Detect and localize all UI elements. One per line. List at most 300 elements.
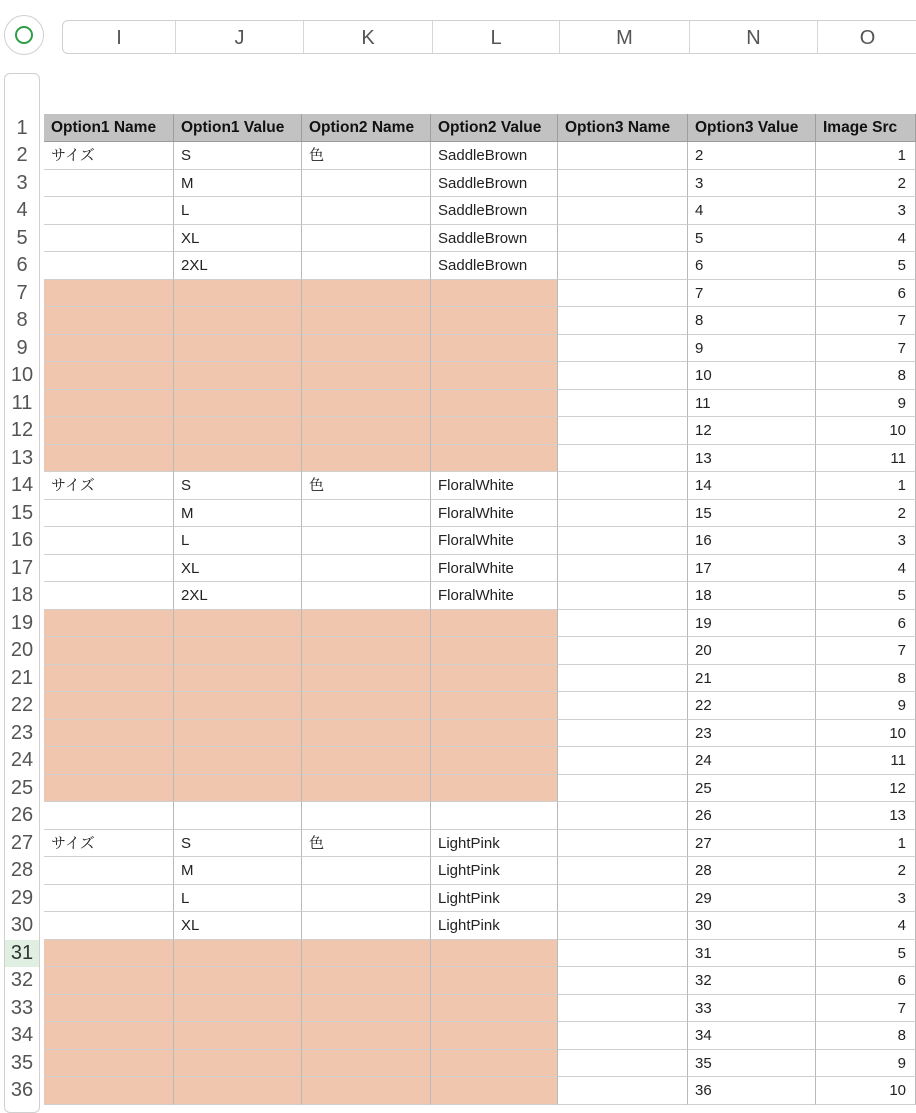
cell-I[interactable]	[44, 500, 174, 528]
cell-K[interactable]	[302, 720, 431, 748]
cell-J[interactable]: M	[174, 170, 302, 198]
cell-K[interactable]	[302, 692, 431, 720]
cell-N[interactable]: 34	[688, 1022, 816, 1050]
cell-L[interactable]	[431, 610, 558, 638]
row-number[interactable]: 7	[16, 281, 28, 304]
cell-K[interactable]	[302, 857, 431, 885]
cell-O[interactable]: 7	[816, 307, 916, 335]
cell-N[interactable]: 3	[688, 170, 816, 198]
cell-O[interactable]: 3	[816, 885, 916, 913]
column-header-K[interactable]: K	[303, 21, 432, 53]
cell-K[interactable]	[302, 967, 431, 995]
column-title-M[interactable]: Option3 Name	[558, 114, 688, 142]
cell-L[interactable]	[431, 692, 558, 720]
cell-M[interactable]	[558, 610, 688, 638]
cell-O[interactable]: 1	[816, 830, 916, 858]
cell-O[interactable]: 5	[816, 940, 916, 968]
cell-O[interactable]: 11	[816, 747, 916, 775]
cell-O[interactable]: 8	[816, 1022, 916, 1050]
cell-J[interactable]: M	[174, 857, 302, 885]
cell-J[interactable]	[174, 720, 302, 748]
column-title-O[interactable]: Image Src	[816, 114, 916, 142]
cell-N[interactable]: 31	[688, 940, 816, 968]
cell-J[interactable]	[174, 775, 302, 803]
cell-K[interactable]	[302, 225, 431, 253]
cell-L[interactable]: LightPink	[431, 885, 558, 913]
cell-K[interactable]	[302, 582, 431, 610]
row-number[interactable]: 34	[10, 1024, 34, 1046]
cell-I[interactable]	[44, 307, 174, 335]
cell-J[interactable]	[174, 445, 302, 473]
cell-K[interactable]	[302, 665, 431, 693]
cell-L[interactable]: LightPink	[431, 830, 558, 858]
cell-K[interactable]	[302, 527, 431, 555]
cell-K[interactable]	[302, 637, 431, 665]
cell-L[interactable]	[431, 802, 558, 830]
cell-M[interactable]	[558, 665, 688, 693]
cell-N[interactable]: 14	[688, 472, 816, 500]
cell-M[interactable]	[558, 637, 688, 665]
cell-L[interactable]	[431, 1050, 558, 1078]
cell-O[interactable]: 9	[816, 390, 916, 418]
cell-N[interactable]: 6	[688, 252, 816, 280]
cell-I[interactable]	[44, 582, 174, 610]
cell-O[interactable]: 2	[816, 170, 916, 198]
cell-L[interactable]	[431, 637, 558, 665]
cell-K[interactable]	[302, 1022, 431, 1050]
cell-J[interactable]	[174, 280, 302, 308]
row-number[interactable]: 25	[10, 776, 34, 799]
cell-K[interactable]: 色	[302, 142, 431, 170]
cell-I[interactable]	[44, 775, 174, 803]
cell-L[interactable]: LightPink	[431, 857, 558, 885]
table-row	[0, 1077, 916, 1105]
cell-I[interactable]	[44, 555, 174, 583]
cell-K[interactable]	[302, 445, 431, 473]
column-title-I[interactable]: Option1 Name	[44, 114, 174, 142]
cell-J[interactable]: L	[174, 885, 302, 913]
cell-I[interactable]: サイズ	[44, 830, 174, 858]
cell-M[interactable]	[558, 747, 688, 775]
cell-I[interactable]: サイズ	[44, 472, 174, 500]
row-number[interactable]: 28	[10, 859, 34, 881]
cell-L[interactable]: SaddleBrown	[431, 197, 558, 225]
cell-M[interactable]	[558, 170, 688, 198]
cell-I[interactable]	[44, 417, 174, 445]
row-number[interactable]: 11	[11, 391, 33, 414]
cell-M[interactable]	[558, 582, 688, 610]
cell-L[interactable]: SaddleBrown	[431, 170, 558, 198]
cell-J[interactable]	[174, 1022, 302, 1050]
cell-O[interactable]: 4	[816, 912, 916, 940]
cell-I[interactable]	[44, 445, 174, 473]
cell-J[interactable]	[174, 1077, 302, 1105]
cell-J[interactable]	[174, 610, 302, 638]
cell-M[interactable]	[558, 417, 688, 445]
cell-I[interactable]	[44, 280, 174, 308]
cell-O[interactable]: 4	[816, 555, 916, 583]
cell-L[interactable]	[431, 335, 558, 363]
cell-I[interactable]	[44, 225, 174, 253]
row-number[interactable]: 19	[10, 611, 34, 634]
cell-L[interactable]: FloralWhite	[431, 582, 558, 610]
column-title-N[interactable]: Option3 Value	[688, 114, 816, 142]
cell-M[interactable]	[558, 307, 688, 335]
cell-K[interactable]	[302, 170, 431, 198]
row-number[interactable]: 13	[10, 446, 34, 469]
cell-N[interactable]: 21	[688, 665, 816, 693]
cell-L[interactable]	[431, 665, 558, 693]
cell-L[interactable]	[431, 445, 558, 473]
cell-I[interactable]	[44, 252, 174, 280]
row-number[interactable]: 12	[10, 419, 34, 441]
cell-O[interactable]: 5	[816, 252, 916, 280]
cell-M[interactable]	[558, 802, 688, 830]
cell-K[interactable]	[302, 362, 431, 390]
cell-I[interactable]	[44, 637, 174, 665]
row-number[interactable]: 36	[10, 1079, 34, 1101]
cell-I[interactable]	[44, 912, 174, 940]
column-header-I[interactable]: I	[116, 27, 122, 49]
cell-O[interactable]: 6	[816, 280, 916, 308]
column-header-O[interactable]: O	[817, 21, 916, 53]
cell-O[interactable]: 2	[816, 500, 916, 528]
cell-K[interactable]	[302, 885, 431, 913]
cell-N[interactable]: 29	[688, 885, 816, 913]
row-number[interactable]: 9	[16, 336, 28, 359]
row-number[interactable]: 14	[10, 474, 34, 496]
cell-K[interactable]: 色	[302, 830, 431, 858]
cell-L[interactable]	[431, 967, 558, 995]
row-number[interactable]: 3	[16, 171, 28, 194]
cell-M[interactable]	[558, 362, 688, 390]
row-number[interactable]: 24	[10, 749, 34, 771]
cell-L[interactable]: FloralWhite	[431, 527, 558, 555]
column-title-J[interactable]: Option1 Value	[174, 114, 302, 142]
cell-M[interactable]	[558, 252, 688, 280]
cell-O[interactable]: 3	[816, 197, 916, 225]
cell-M[interactable]	[558, 142, 688, 170]
cell-N[interactable]: 19	[688, 610, 816, 638]
cell-J[interactable]: S	[174, 830, 302, 858]
cell-J[interactable]	[174, 390, 302, 418]
cell-N[interactable]: 16	[688, 527, 816, 555]
cell-L[interactable]	[431, 720, 558, 748]
cell-I[interactable]	[44, 1050, 174, 1078]
cell-L[interactable]	[431, 1022, 558, 1050]
cell-I[interactable]	[44, 857, 174, 885]
cell-M[interactable]	[558, 527, 688, 555]
cell-I[interactable]	[44, 170, 174, 198]
row-number[interactable]: 20	[10, 639, 34, 661]
cell-I[interactable]	[44, 747, 174, 775]
cell-K[interactable]	[302, 280, 431, 308]
cell-N[interactable]: 9	[688, 335, 816, 363]
cell-I[interactable]	[44, 940, 174, 968]
cell-M[interactable]	[558, 225, 688, 253]
cell-K[interactable]	[302, 197, 431, 225]
column-title-K[interactable]: Option2 Name	[302, 114, 431, 142]
cell-N[interactable]: 12	[688, 417, 816, 445]
clipped-column-edge	[0, 802, 3, 830]
cell-K[interactable]	[302, 912, 431, 940]
cell-M[interactable]	[558, 500, 688, 528]
cell-J[interactable]: 2XL	[174, 582, 302, 610]
row-number[interactable]: 8	[16, 309, 28, 331]
cell-J[interactable]: S	[174, 142, 302, 170]
cell-N[interactable]: 26	[688, 802, 816, 830]
cell-L[interactable]: FloralWhite	[431, 555, 558, 583]
cell-N[interactable]: 30	[688, 912, 816, 940]
cell-O[interactable]: 10	[816, 1077, 916, 1105]
cell-N[interactable]: 4	[688, 197, 816, 225]
cell-L[interactable]	[431, 940, 558, 968]
row-number[interactable]: 6	[16, 254, 28, 276]
cell-K[interactable]	[302, 940, 431, 968]
cell-O[interactable]: 8	[816, 665, 916, 693]
cell-M[interactable]	[558, 280, 688, 308]
cell-K[interactable]	[302, 775, 431, 803]
cell-I[interactable]	[44, 802, 174, 830]
cell-L[interactable]	[431, 280, 558, 308]
row-number[interactable]: 29	[10, 886, 34, 909]
cell-L[interactable]	[431, 747, 558, 775]
cell-O[interactable]: 5	[816, 582, 916, 610]
cell-L[interactable]	[431, 362, 558, 390]
cell-L[interactable]	[431, 417, 558, 445]
cell-M[interactable]	[558, 1050, 688, 1078]
cell-M[interactable]	[558, 857, 688, 885]
cell-K[interactable]	[302, 747, 431, 775]
cell-O[interactable]: 6	[816, 967, 916, 995]
cell-L[interactable]: SaddleBrown	[431, 225, 558, 253]
cell-K[interactable]	[302, 307, 431, 335]
cell-O[interactable]: 1	[816, 142, 916, 170]
cell-J[interactable]	[174, 747, 302, 775]
cell-I[interactable]	[44, 995, 174, 1023]
row-number[interactable]: 22	[10, 694, 34, 716]
cell-J[interactable]	[174, 637, 302, 665]
row-number[interactable]: 4	[16, 199, 28, 221]
cell-I[interactable]	[44, 362, 174, 390]
cell-O[interactable]: 6	[816, 610, 916, 638]
row-number[interactable]: 21	[10, 666, 34, 689]
row-number[interactable]: 17	[10, 556, 34, 579]
clipped-column-edge	[0, 995, 3, 1023]
cell-N[interactable]: 13	[688, 445, 816, 473]
cell-J[interactable]	[174, 995, 302, 1023]
cell-L[interactable]: SaddleBrown	[431, 142, 558, 170]
cell-O[interactable]: 7	[816, 637, 916, 665]
cell-N[interactable]: 36	[688, 1077, 816, 1105]
cell-J[interactable]: 2XL	[174, 252, 302, 280]
cell-I[interactable]	[44, 390, 174, 418]
cell-K[interactable]	[302, 390, 431, 418]
cell-J[interactable]	[174, 1050, 302, 1078]
cell-J[interactable]	[174, 665, 302, 693]
column-title-L[interactable]: Option2 Value	[431, 114, 558, 142]
cell-N[interactable]: 33	[688, 995, 816, 1023]
cell-N[interactable]: 2	[688, 142, 816, 170]
cell-J[interactable]: XL	[174, 225, 302, 253]
cell-K[interactable]	[302, 335, 431, 363]
cell-K[interactable]	[302, 995, 431, 1023]
cell-M[interactable]	[558, 995, 688, 1023]
cell-O[interactable]: 9	[816, 1050, 916, 1078]
cell-J[interactable]	[174, 362, 302, 390]
cell-I[interactable]	[44, 885, 174, 913]
cell-J[interactable]: XL	[174, 912, 302, 940]
cell-J[interactable]	[174, 692, 302, 720]
cell-M[interactable]	[558, 720, 688, 748]
cell-N[interactable]: 11	[688, 390, 816, 418]
cell-N[interactable]: 23	[688, 720, 816, 748]
cell-O[interactable]: 3	[816, 527, 916, 555]
cell-O[interactable]: 9	[816, 692, 916, 720]
cell-K[interactable]	[302, 417, 431, 445]
cell-O[interactable]: 7	[816, 995, 916, 1023]
cell-M[interactable]	[558, 390, 688, 418]
cell-M[interactable]	[558, 912, 688, 940]
cell-O[interactable]: 13	[816, 802, 916, 830]
cell-I[interactable]	[44, 720, 174, 748]
cell-J[interactable]: L	[174, 197, 302, 225]
cell-L[interactable]: SaddleBrown	[431, 252, 558, 280]
cell-I[interactable]	[44, 1022, 174, 1050]
cell-L[interactable]	[431, 995, 558, 1023]
column-header-L[interactable]: L	[432, 21, 559, 53]
clipped-column-edge	[0, 252, 3, 280]
row-number[interactable]: 27	[10, 831, 34, 854]
cell-I[interactable]	[44, 967, 174, 995]
cell-L[interactable]	[431, 775, 558, 803]
cell-M[interactable]	[558, 940, 688, 968]
cell-N[interactable]: 22	[688, 692, 816, 720]
row-number[interactable]: 31	[5, 940, 39, 968]
cell-L[interactable]: FloralWhite	[431, 472, 558, 500]
cell-M[interactable]	[558, 445, 688, 473]
row-number[interactable]: 18	[10, 584, 34, 606]
cell-K[interactable]	[302, 610, 431, 638]
cell-N[interactable]: 8	[688, 307, 816, 335]
cell-O[interactable]: 8	[816, 362, 916, 390]
cell-N[interactable]: 35	[688, 1050, 816, 1078]
cell-M[interactable]	[558, 335, 688, 363]
cell-J[interactable]: S	[174, 472, 302, 500]
cell-N[interactable]: 28	[688, 857, 816, 885]
cell-J[interactable]	[174, 967, 302, 995]
row-number[interactable]: 23	[10, 721, 34, 744]
cell-N[interactable]: 27	[688, 830, 816, 858]
cell-K[interactable]	[302, 1050, 431, 1078]
cell-O[interactable]: 4	[816, 225, 916, 253]
cell-K[interactable]	[302, 555, 431, 583]
cell-K[interactable]	[302, 252, 431, 280]
column-header-N[interactable]: N	[689, 21, 817, 53]
cell-J[interactable]	[174, 417, 302, 445]
cell-I[interactable]	[44, 692, 174, 720]
cell-J[interactable]: L	[174, 527, 302, 555]
row-number[interactable]: 16	[10, 529, 34, 551]
cell-K[interactable]	[302, 1077, 431, 1105]
cell-L[interactable]	[431, 390, 558, 418]
cell-N[interactable]: 17	[688, 555, 816, 583]
cell-L[interactable]: FloralWhite	[431, 500, 558, 528]
cell-K[interactable]	[302, 500, 431, 528]
cell-K[interactable]	[302, 802, 431, 830]
cell-N[interactable]: 15	[688, 500, 816, 528]
cell-I[interactable]	[44, 335, 174, 363]
row-number[interactable]: 1	[16, 117, 28, 139]
cell-M[interactable]	[558, 555, 688, 583]
cell-K[interactable]: 色	[302, 472, 431, 500]
row-number[interactable]: 30	[10, 914, 34, 936]
cell-O[interactable]: 11	[816, 445, 916, 473]
cell-N[interactable]: 10	[688, 362, 816, 390]
row-number[interactable]: 32	[10, 969, 34, 991]
cell-I[interactable]: サイズ	[44, 142, 174, 170]
row-number[interactable]: 35	[10, 1051, 34, 1074]
cell-O[interactable]: 1	[816, 472, 916, 500]
cell-O[interactable]: 7	[816, 335, 916, 363]
cell-M[interactable]	[558, 472, 688, 500]
cell-M[interactable]	[558, 197, 688, 225]
cell-O[interactable]: 10	[816, 417, 916, 445]
cell-J[interactable]	[174, 940, 302, 968]
cell-J[interactable]: M	[174, 500, 302, 528]
cell-I[interactable]	[44, 197, 174, 225]
column-header-J[interactable]: J	[175, 21, 303, 53]
row-number[interactable]: 15	[10, 501, 34, 524]
row-number[interactable]: 26	[10, 804, 34, 826]
cell-N[interactable]: 25	[688, 775, 816, 803]
cell-J[interactable]	[174, 802, 302, 830]
row-number[interactable]: 33	[10, 996, 34, 1019]
cell-L[interactable]: LightPink	[431, 912, 558, 940]
cell-O[interactable]: 12	[816, 775, 916, 803]
cell-O[interactable]: 10	[816, 720, 916, 748]
table-row	[0, 142, 916, 170]
cell-N[interactable]: 24	[688, 747, 816, 775]
cell-J[interactable]	[174, 307, 302, 335]
cell-M[interactable]	[558, 1077, 688, 1105]
column-header-M[interactable]: M	[559, 21, 689, 53]
cell-M[interactable]	[558, 885, 688, 913]
cell-I[interactable]	[44, 665, 174, 693]
cell-M[interactable]	[558, 692, 688, 720]
cell-I[interactable]	[44, 1077, 174, 1105]
cell-N[interactable]: 5	[688, 225, 816, 253]
row-number[interactable]: 10	[10, 364, 34, 386]
cell-J[interactable]	[174, 335, 302, 363]
row-number[interactable]: 2	[16, 144, 28, 166]
cell-M[interactable]	[558, 775, 688, 803]
cell-M[interactable]	[558, 830, 688, 858]
cell-N[interactable]: 20	[688, 637, 816, 665]
cell-N[interactable]: 18	[688, 582, 816, 610]
cell-O[interactable]: 2	[816, 857, 916, 885]
cell-N[interactable]: 32	[688, 967, 816, 995]
cell-M[interactable]	[558, 967, 688, 995]
cell-L[interactable]	[431, 307, 558, 335]
cell-J[interactable]: XL	[174, 555, 302, 583]
cell-M[interactable]	[558, 1022, 688, 1050]
cell-L[interactable]	[431, 1077, 558, 1105]
cell-I[interactable]	[44, 610, 174, 638]
cell-N[interactable]: 7	[688, 280, 816, 308]
cell-I[interactable]	[44, 527, 174, 555]
row-number[interactable]: 5	[16, 226, 28, 249]
